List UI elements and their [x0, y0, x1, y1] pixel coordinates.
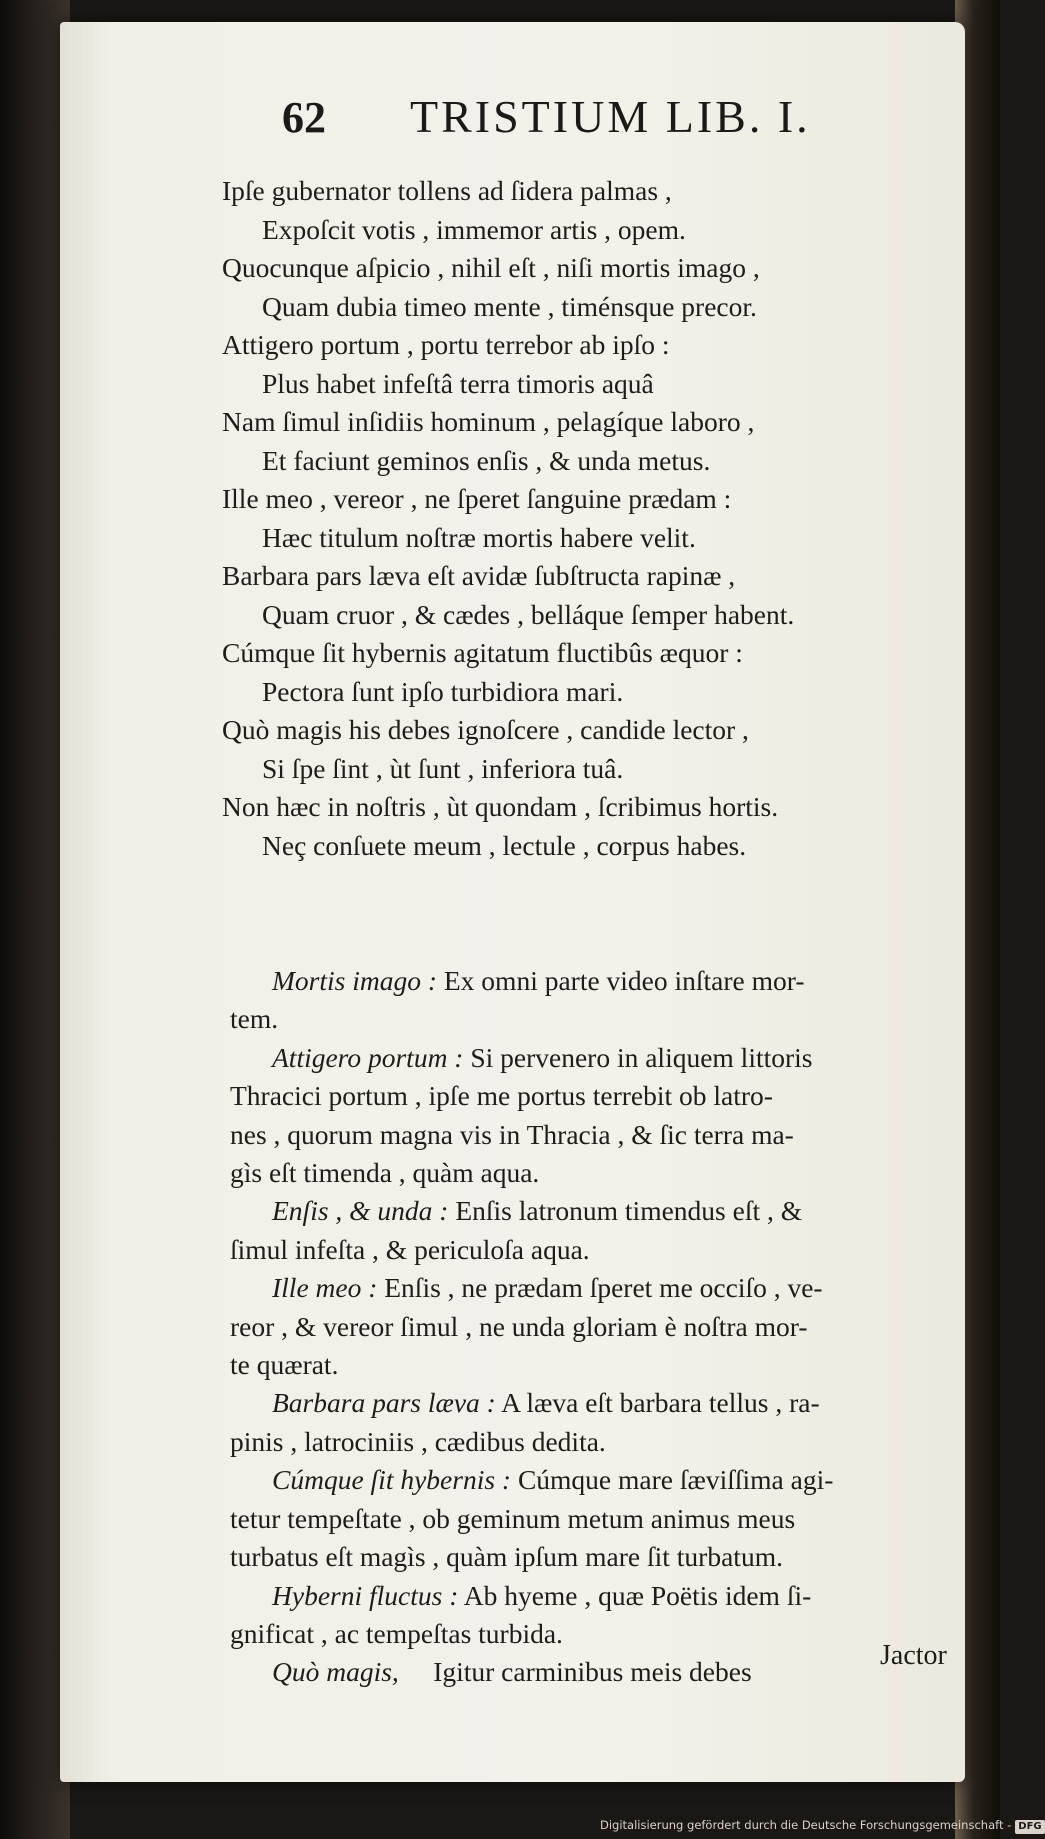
page-title: TRISTIUM LIB. I. [410, 91, 811, 142]
verse-line: Quam cruor , & cædes , belláque ſemper habent. [262, 598, 795, 630]
commentary-text: tem. [230, 1003, 279, 1035]
verse-line: Neç conſuete meum , lectule , corpus habes. [262, 829, 747, 861]
verse-line: Ille meo , vereor , ne ſperet ſanguine prædam : [222, 483, 732, 514]
commentary-text: tetur tempeſtate , ob geminum metum animus meus [230, 1502, 796, 1534]
commentary-text: gìs eſt timenda , quàm aqua. [230, 1157, 540, 1189]
commentary-line [230, 1615, 970, 1653]
catchword: Jactor [880, 1640, 947, 1671]
verse-line: Si ſpe ſint , ùt ſunt , inferiora tuâ. [262, 752, 624, 784]
page-number: 62 [282, 93, 326, 142]
commentary-text: Ab hyeme , quæ Poëtis idem ſi- [458, 1579, 812, 1611]
commentary-text: ſimul infeſta , & periculoſa aqua. [230, 1233, 590, 1265]
commentary-line [230, 1077, 970, 1115]
commentary-text: nes , quorum magna vis in Thracia , & ſic terra ma- [230, 1118, 794, 1150]
commentary-line [230, 1346, 970, 1384]
commentary-lemma: Attigero portum : [272, 1041, 464, 1073]
commentary-line [230, 1577, 970, 1615]
dfg-logo: DFG [1015, 1820, 1044, 1834]
credit-text: Digitalisierung gefördert durch die Deutsche Forschungsgemeinschaft - [600, 1818, 1012, 1832]
commentary-text: Cúmque mare ſæviſſima agi- [511, 1464, 834, 1496]
verse-line: Ipſe gubernator tollens ad ſidera palmas , [222, 175, 672, 206]
verse-line: Nam ſimul inſidiis hominum , pelagíque laboro , [222, 406, 755, 437]
verse-line: Quocunque aſpicio , nihil eſt , niſi mortis imago , [222, 252, 760, 283]
commentary-line [230, 1308, 970, 1346]
digitization-credit [600, 1818, 1042, 1836]
commentary-lemma: Quò magis, [272, 1656, 399, 1688]
commentary-text: Enſis latronum timendus eſt , & [448, 1195, 803, 1227]
commentary-line [230, 1192, 970, 1230]
verse-line: Hæc titulum noſtræ mortis habere velit. [262, 521, 696, 553]
commentary-text: Ex omni parte video inſtare mor- [437, 965, 805, 996]
commentary-text: Si pervenero in aliquem littoris [463, 1041, 813, 1073]
commentary-line [230, 962, 970, 1000]
commentary-text: gnificat , ac tempeſtas turbida. [230, 1617, 563, 1649]
commentary-lemma: Hyberni fluctus : [272, 1579, 459, 1611]
commentary-line [230, 1000, 970, 1038]
commentary-line [230, 1039, 970, 1077]
commentary-line [230, 1116, 970, 1154]
verse-line: Et faciunt geminos enſis , & unda metus. [262, 444, 711, 476]
commentary-line [230, 1154, 970, 1192]
commentary-line [230, 1384, 970, 1422]
commentary-text: Igitur carminibus meis debes [398, 1656, 752, 1688]
verse-line: Barbara pars læva eſt avidæ ſubſtructa rapinæ , [222, 560, 736, 591]
commentary-lemma: Barbara pars læva : [272, 1387, 496, 1419]
verse-line: Expoſcit votis , immemor artis , opem. [262, 213, 686, 245]
verse-line: Attigero portum , portu terrebor ab ipſo : [222, 329, 670, 360]
verse-line: Non hæc in noſtris , ùt quondam , ſcribimus hortis. [222, 791, 779, 822]
commentary-line [230, 1500, 970, 1538]
verse-line: Cúmque ſit hybernis agitatum fluctibûs æquor : [222, 637, 743, 668]
commentary-text: A læva eſt barbara tellus , ra- [495, 1387, 820, 1419]
verse-line: Pectora ſunt ipſo turbidiora mari. [262, 675, 624, 707]
commentary-text: reor , & vereor ſimul , ne unda gloriam è noſtra mor- [230, 1310, 808, 1342]
commentary-lemma: Enſis , & unda : [272, 1195, 449, 1227]
commentary-text: turbatus eſt magìs , quàm ipſum mare ſit turbatum. [230, 1541, 783, 1573]
commentary-line [230, 1231, 970, 1269]
commentary-lemma: Ille meo : [272, 1272, 378, 1304]
commentary-block [230, 962, 970, 1692]
commentary-text: pinis , latrociniis , cædibus dedita. [230, 1425, 606, 1457]
commentary-line [230, 1538, 970, 1576]
commentary-text: te quærat. [230, 1349, 339, 1381]
verse-line: Quam dubia timeo mente , timénsque precor. [262, 290, 757, 322]
commentary-line [230, 1461, 970, 1499]
commentary-text: Thracici portum , ipſe me portus terrebit ob latro- [230, 1080, 773, 1112]
commentary-text: Enſis , ne prædam ſperet me occiſo , ve- [377, 1272, 823, 1304]
verse-line: Quò magis his debes ignoſcere , candide lector , [222, 714, 749, 745]
commentary-line [230, 1653, 970, 1691]
commentary-lemma: Mortis imago : [272, 965, 437, 996]
verse-line: Plus habet infeſtâ terra timoris aquâ [262, 367, 654, 399]
commentary-line [230, 1269, 970, 1307]
commentary-line [230, 1423, 970, 1461]
commentary-lemma: Cúmque ſit hybernis : [272, 1464, 512, 1496]
verse-block [222, 172, 962, 865]
running-head [220, 92, 880, 162]
